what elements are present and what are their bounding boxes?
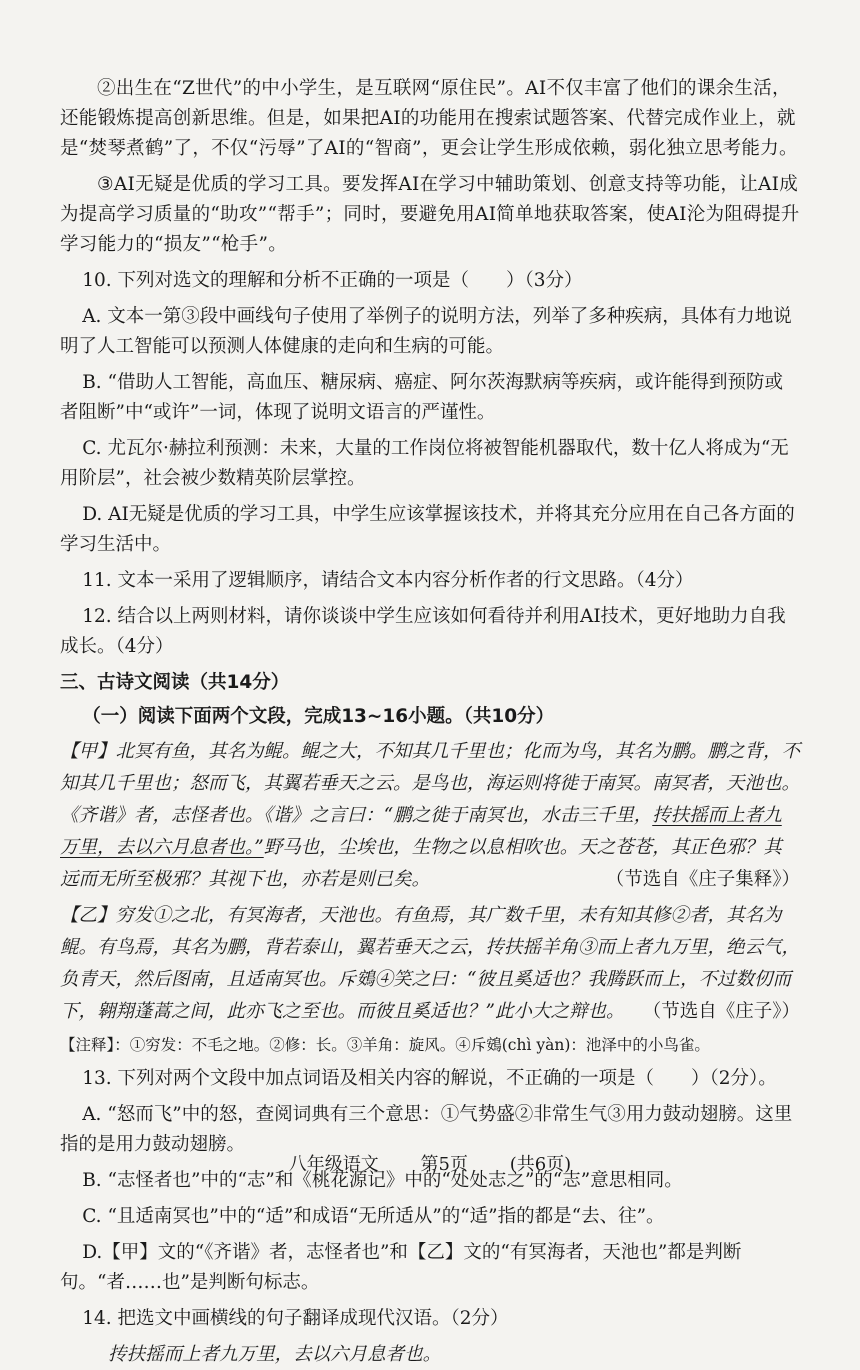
question-10-option-a: A. 文本一第③段中画线句子使用了举例子的说明方法，列举了多种疾病，具体有力地说明了人工智能可以预测人体健康的走向和生病的可能。 — [60, 306, 792, 357]
passage-jia-underlined: 抟扶摇而上者九万里，去以六月息者也。” — [60, 805, 782, 858]
question-13-option-d: D.【甲】文的“《齐谐》者，志怪者也”和【乙】文的“有冥海者，天池也”都是判断句。“者……也”是判断句标志。 — [60, 1242, 742, 1293]
question-12: 12. 结合以上两则材料，请你谈谈中学生应该如何看待并利用AI技术，更好地助力自我成长。（4分） — [60, 606, 786, 657]
question-10-stem: 10. 下列对选文的理解和分析不正确的一项是（ ）（3分） — [82, 270, 583, 291]
footer-subject: 八年级语文 — [288, 1154, 379, 1175]
passage-jia-text-2: 野马也，尘埃也，生物之以息相吹也。天之苍苍，其正色邪？其远而无所至极邪？其视下也，亦若是则已矣。 — [60, 837, 782, 890]
section-3-title: 三、古诗文阅读（共14分） — [60, 672, 290, 693]
passage-jia-source: （节选自《庄子集释》） — [605, 869, 800, 890]
question-13-option-c: C. “且适南冥也”中的“适”和成语“无所适从”的“适”指的都是“去、往”。 — [82, 1206, 665, 1227]
section-3-sub-1: （一）阅读下面两个文段，完成13~16小题。（共10分） — [82, 706, 555, 727]
footer-total-pages: (共6页) — [509, 1154, 572, 1175]
passage-paragraph-3: ③AI无疑是优质的学习工具。要发挥AI在学习中辅助策划、创意支持等功能，让AI成为提高学习质量的“助攻”“帮手”；同时，要避免用AI简单地获取答案，使AI沦为阻碍提升学习能力的“损友”“枪手”。 — [60, 174, 800, 255]
passage-jia-text-1: 【甲】北冥有鱼，其名为鲲。鲲之大，不知其几千里也；化而为鸟，其名为鹏。鹏之背，不知其几千里也；怒而飞，其翼若垂天之云。是鸟也，海运则将徙于南冥。南冥者，天池也。《齐谐》者，志怪者也。《谐》之言曰：“鹏之徙于南冥也，水击三千里， — [60, 741, 801, 826]
page-footer — [0, 1150, 860, 1176]
footer-page-number: 第5页 — [420, 1154, 468, 1175]
passage-yi-source: （节选自《庄子》） — [642, 1001, 800, 1022]
passage-jia — [60, 736, 800, 896]
question-13-option-b: B. “志怪者也”中的“志”和《桃花源记》中的“处处志之”的“志”意思相同。 — [82, 1170, 683, 1191]
question-11: 11. 文本一采用了逻辑顺序，请结合文本内容分析作者的行文思路。（4分） — [82, 570, 694, 591]
question-10-option-c: C. 尤瓦尔·赫拉利预测：未来，大量的工作岗位将被智能机器取代，数十亿人将成为“无用阶层”，社会被少数精英阶层掌控。 — [60, 438, 789, 489]
question-13-stem: 13. 下列对两个文段中加点词语及相关内容的解说，不正确的一项是（ ）（2分）。 — [82, 1068, 777, 1089]
question-14-stem: 14. 把选文中画横线的句子翻译成现代汉语。（2分） — [82, 1308, 509, 1329]
question-10-option-d: D. AI无疑是优质的学习工具，中学生应该掌握该技术，并将其充分应用在自己各方面的学习生活中。 — [60, 504, 795, 555]
question-10-option-b: B. “借助人工智能，高血压、糖尿病、癌症、阿尔茨海默病等疾病，或许能得到预防或者阻断”中“或许”一词，体现了说明文语言的严谨性。 — [60, 372, 784, 423]
passage-yi-text: 【乙】穷发①之北，有冥海者，天池也。有鱼焉，其广数千里，未有知其修②者，其名为鲲。有鸟焉，其名为鹏，背若泰山，翼若垂天之云，抟扶摇羊角③而上者九万里，绝云气，负青天，然后图南，且适南冥也。斥鴳④笑之曰：“彼且奚适也？我腾跃而上，不过数仞而下，翱翔蓬蒿之间，此亦飞之至也。而彼且奚适也？”此小大之辩也。 — [60, 905, 801, 1022]
passage-yi — [60, 900, 800, 1028]
passage-paragraph-2: ②出生在“Z世代”的中小学生，是互联网“原住民”。AI不仅丰富了他们的课余生活，还能锻炼提高创新思维。但是，如果把AI的功能用在搜索试题答案、代替完成作业上，就是“焚琴煮鹤”了，不仅“污辱”了AI的“智商”，更会让学生形成依赖，弱化独立思考能力。 — [60, 78, 798, 159]
question-13-option-a: A. “怒而飞”中的怒，查阅词典有三个意思：①气势盛②非常生气③用力鼓动翅膀。这里指的是用力鼓动翅膀。 — [60, 1104, 793, 1155]
question-14-sentence: 抟扶摇而上者九万里，去以六月息者也。 — [108, 1344, 442, 1365]
annotations: 【注释】：①穷发：不毛之地。②修：长。③羊角：旋风。④斥鴳(chì yàn)：池泽中的小鸟雀。 — [60, 1036, 710, 1054]
